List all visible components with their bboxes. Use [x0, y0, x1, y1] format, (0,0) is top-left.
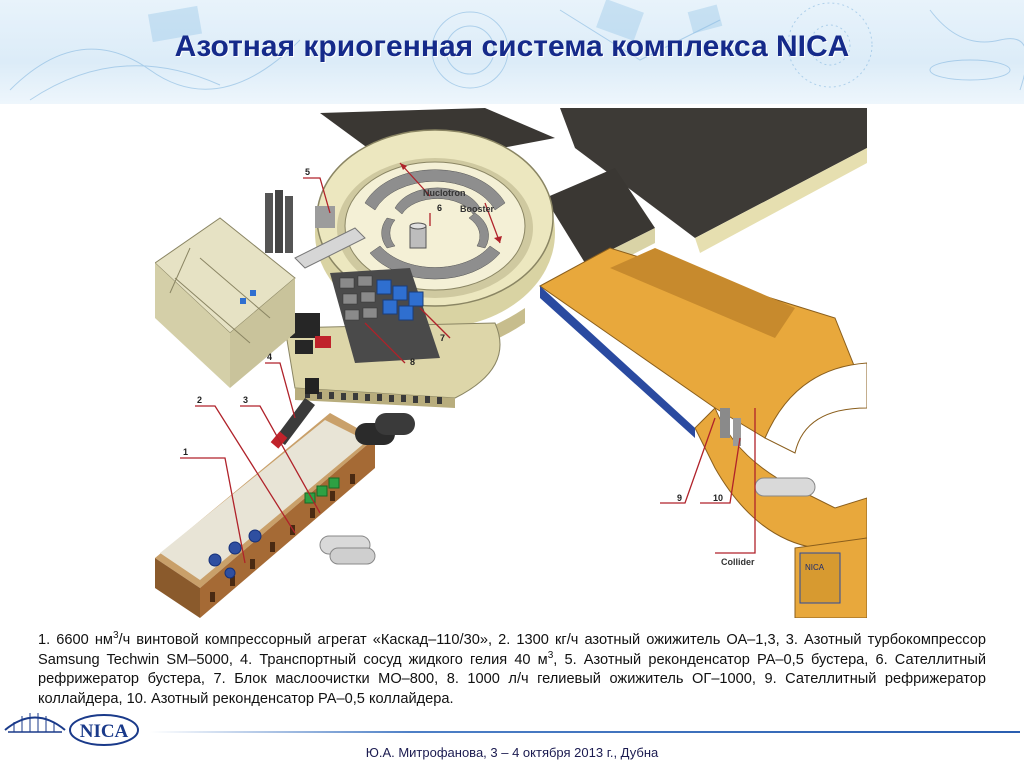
- callout-9: 9: [677, 493, 683, 503]
- caption-part-3: , 5. Азотный реконденсатор РА–0,5 бустера, 6. Сателлитный рефрижератор бустера, 7. Блок маслоочистки МО–800, 8. 1000 л/ч гелиевый ожижитель ОГ–1000, 9. Сателлитный рефрижератор коллайдера, 10. Азотный реконденсатор РА–0,5 коллайдера.: [38, 651, 986, 707]
- cryogenic-system-diagram: [155, 108, 867, 618]
- caption-sup-1: 3: [112, 630, 119, 642]
- callout-4: 4: [267, 352, 273, 362]
- callout-2: 2: [197, 395, 203, 405]
- nuclotron-label: Nuclotron: [423, 188, 466, 198]
- header-banner: [0, 0, 1024, 104]
- nica-sign-text: NICA: [805, 563, 825, 572]
- collider-label: Collider: [721, 557, 755, 567]
- callout-6: 6: [437, 203, 443, 213]
- callout-5: 5: [305, 167, 311, 177]
- figure-caption: [38, 631, 986, 709]
- callout-7: 7: [440, 333, 446, 343]
- caption-part-1: 1. 6600 нм: [38, 632, 113, 648]
- footer-divider: [150, 731, 1020, 733]
- callout-1: 1: [183, 447, 189, 457]
- footer-text: Ю.А. Митрофанова, 3 – 4 октября 2013 г., Дубна: [365, 745, 659, 760]
- caption-part-2: /ч винтовой компрессорный агрегат «Каскад–110/30», 2. 1300 кг/ч азотный ожижитель ОА–1,3, 3. Азотный турбокомпрессор Samsung Techwin SM–5000, 4. Транспортный сосуд жидкого гелия 40 м: [38, 632, 986, 668]
- booster-label: Booster: [460, 204, 495, 214]
- callout-8: 8: [410, 357, 416, 367]
- caption-sup-2: 3: [547, 649, 554, 661]
- nica-logo: [0, 700, 145, 750]
- callout-10: 10: [713, 493, 724, 503]
- callout-3: 3: [243, 395, 249, 405]
- logo-text: NICA: [79, 721, 129, 742]
- slide-title: Азотная криогенная система комплекса NICA: [174, 30, 850, 63]
- collider-tunnel: [540, 248, 867, 618]
